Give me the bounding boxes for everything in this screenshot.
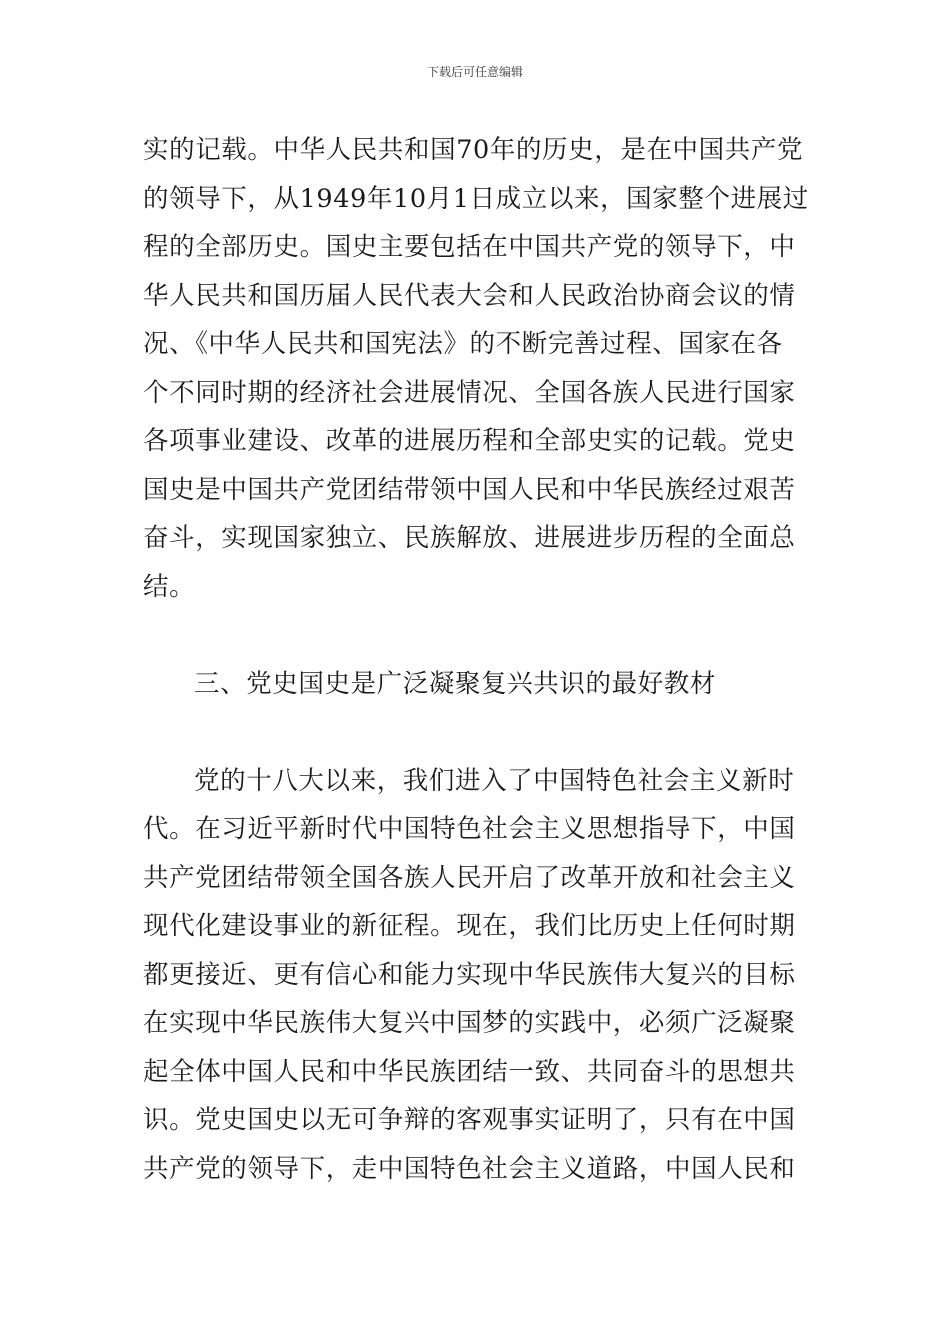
text-line: 识。党史国史以无可争辩的客观事实证明了，只有在中国 xyxy=(143,1105,796,1135)
section-heading: 三、党史国史是广泛凝聚复兴共识的最好教材 xyxy=(194,668,717,699)
text-line: 奋斗，实现国家独立、民族解放、进展进步历程的全面总 xyxy=(143,523,796,553)
text-line: 实的记载。中华人民共和国70年的历史，是在中国共产党 xyxy=(143,135,804,165)
text-line: 起全体中国人民和中华民族团结一致、共同奋斗的思想共 xyxy=(143,1056,796,1087)
text-line: 国史是中国共产党团结带领中国人民和中华民族经过艰苦 xyxy=(143,474,796,505)
document-body xyxy=(143,126,813,1193)
text-line: 个不同时期的经济社会进展情况、全国各族人民进行国家 xyxy=(143,377,796,408)
text-line: 程的全部历史。国史主要包括在中国共产党的领导下，中 xyxy=(143,232,796,262)
text-line: 共产党团结带领全国各族人民开启了改革开放和社会主义 xyxy=(143,862,796,893)
text-line: 代。在习近平新时代中国特色社会主义思想指导下，中国 xyxy=(143,814,796,844)
text-line: 党的十八大以来，我们进入了中国特色社会主义新时 xyxy=(194,765,795,796)
text-line: 在实现中华民族伟大复兴中国梦的实践中，必须广泛凝聚 xyxy=(143,1008,796,1038)
text-line: 况、《中华人民共和国宪法》的不断完善过程、国家在各 xyxy=(143,329,783,359)
paragraph-new-era xyxy=(143,757,813,1194)
paragraph-spacer xyxy=(143,611,813,660)
text-line: 的领导下，从1949年10月1日成立以来，国家整个进展过 xyxy=(143,183,809,214)
text-line: 华人民共和国历届人民代表大会和人民政治协商会议的情 xyxy=(143,280,796,311)
text-line: 都更接近、更有信心和能力实现中华民族伟大复兴的目标 xyxy=(143,959,796,990)
text-line: 共产党的领导下，走中国特色社会主义道路，中国人民和 xyxy=(143,1153,796,1184)
text-line: 现代化建设事业的新征程。现在，我们比历史上任何时期 xyxy=(143,911,796,941)
paragraph-spacer xyxy=(143,708,813,757)
page-header: 下载后可任意编辑 xyxy=(426,65,523,79)
paragraph-history xyxy=(143,126,813,611)
text-line: 结。 xyxy=(143,571,196,602)
text-line: 各项事业建设、改革的进展历程和全部史实的记载。党史 xyxy=(143,426,796,456)
